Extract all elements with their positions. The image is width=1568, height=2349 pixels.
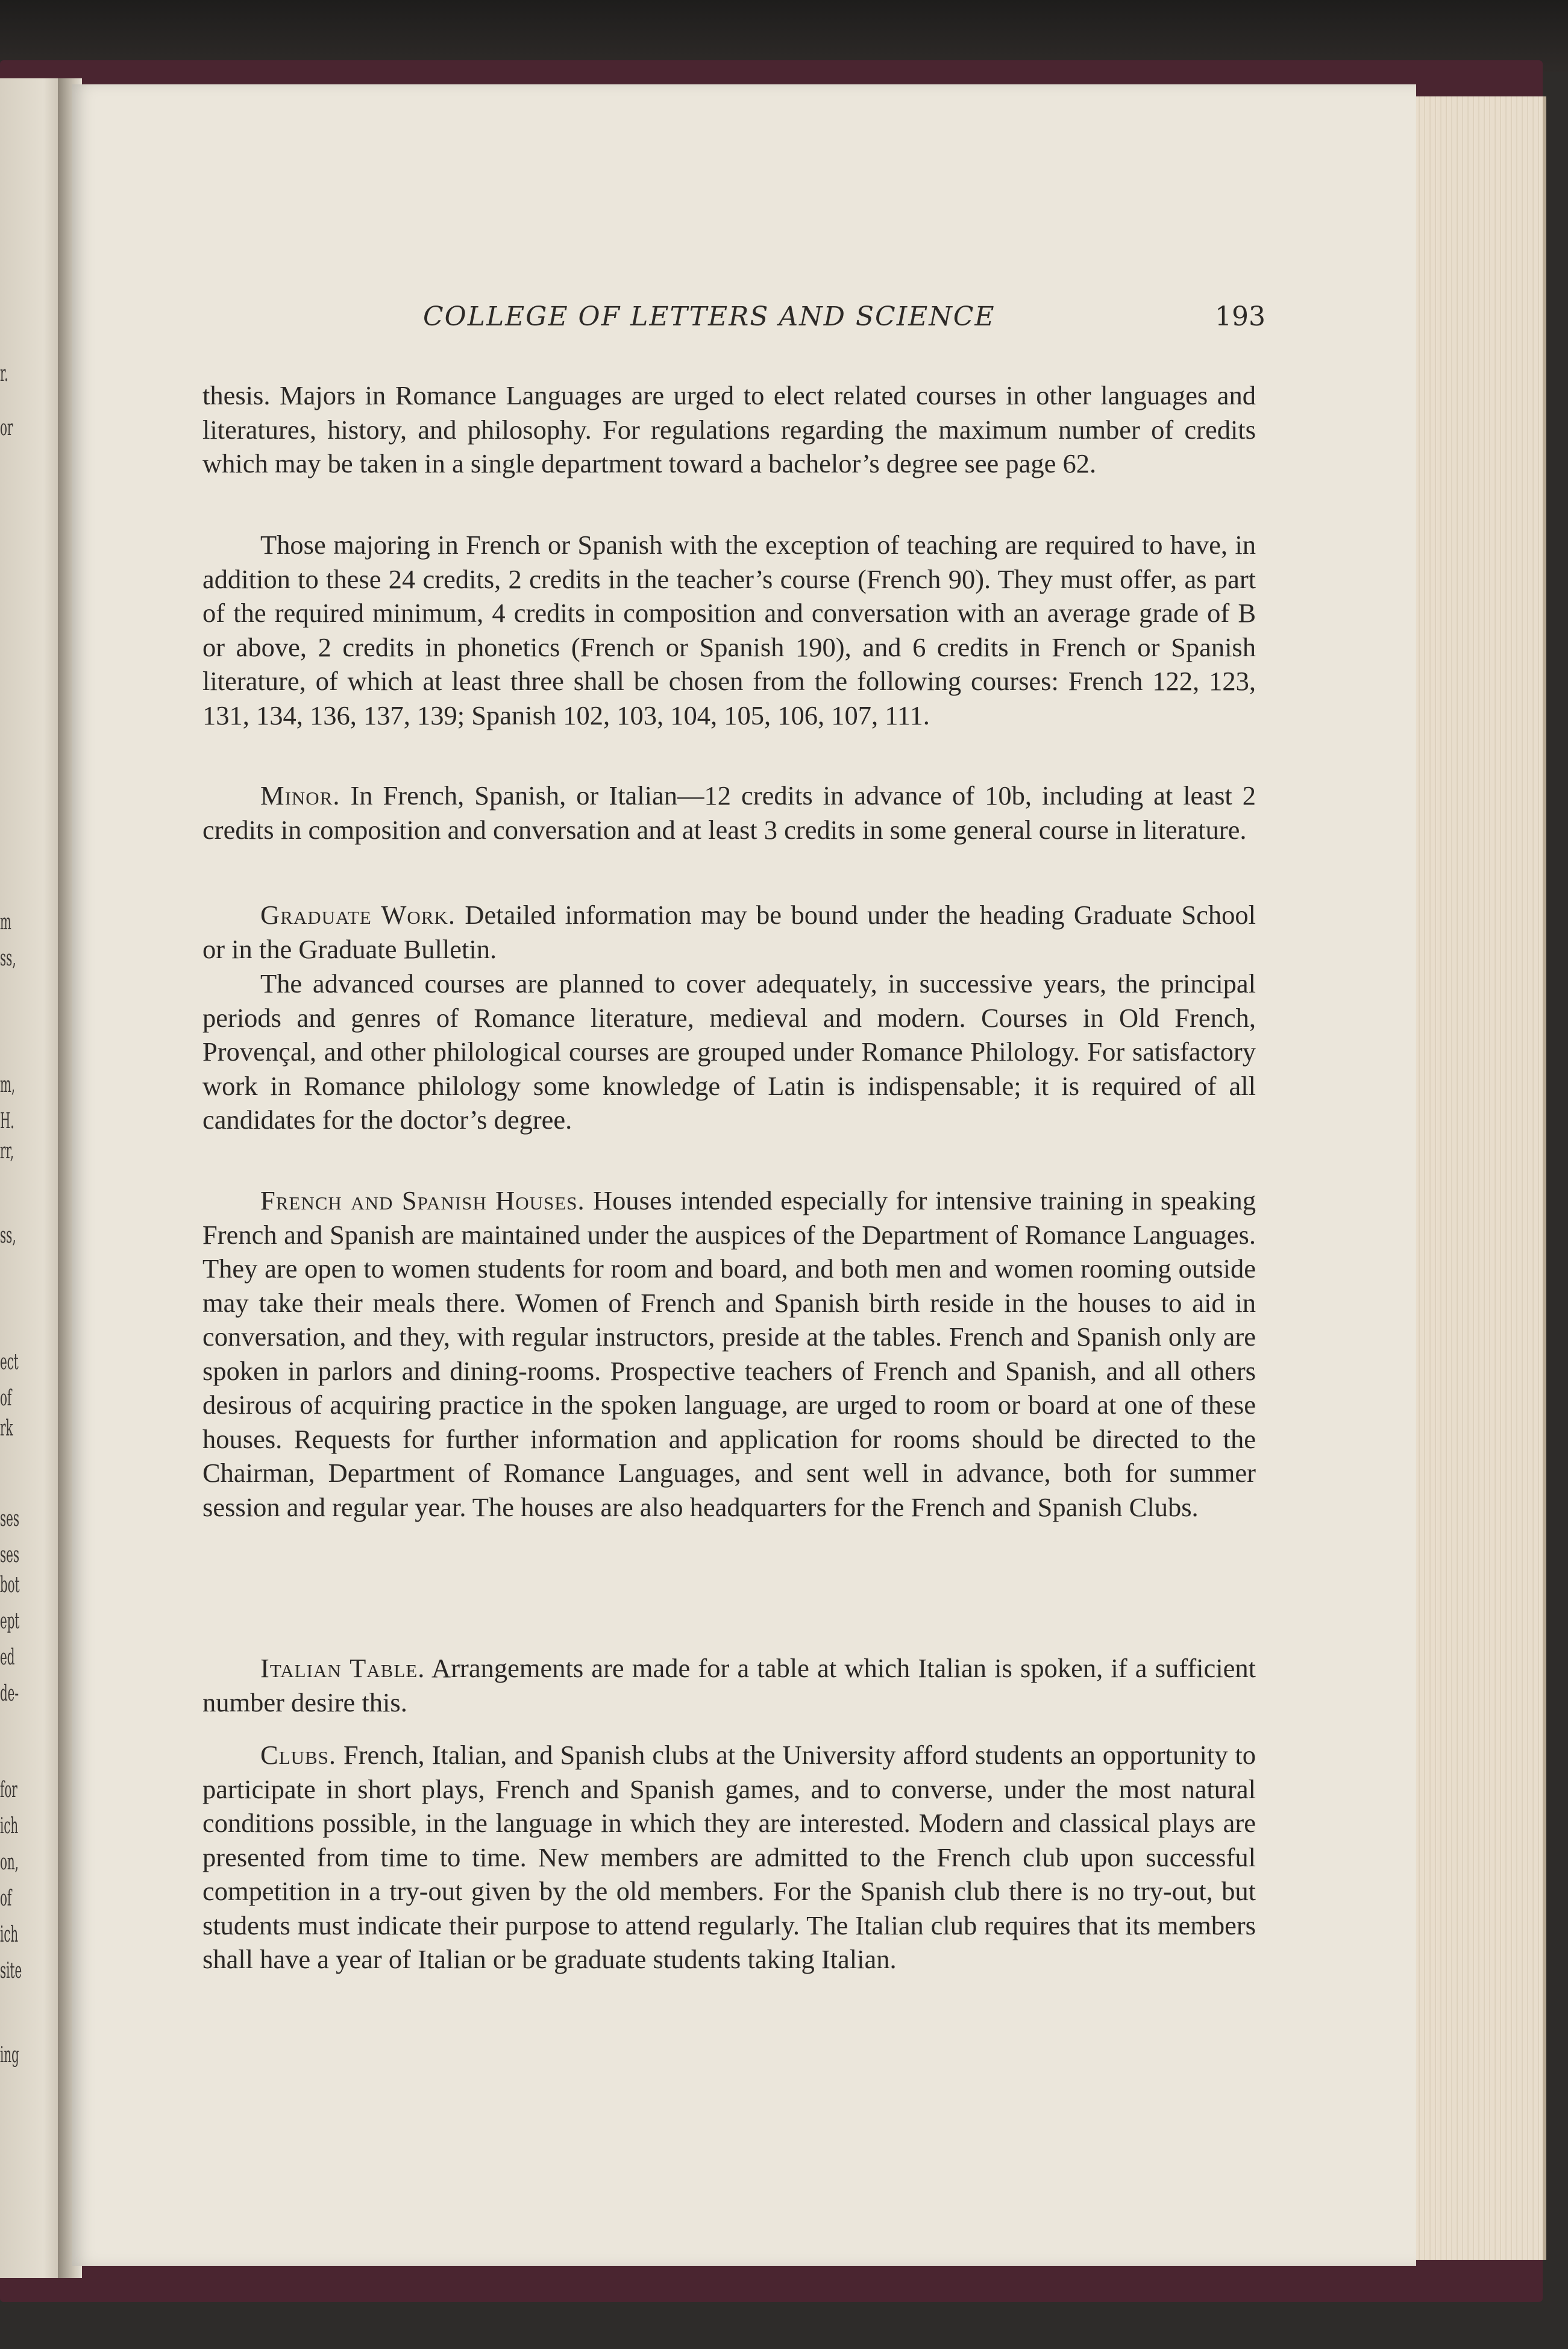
margin-fragment: of <box>0 1886 12 1911</box>
paragraph-heading: Graduate Work. <box>260 900 456 930</box>
margin-fragment: ect <box>0 1350 19 1375</box>
margin-fragment: rr, <box>0 1139 14 1164</box>
margin-fragment: of <box>0 1386 12 1411</box>
margin-fragment: or <box>0 416 13 441</box>
margin-fragment: site <box>0 1959 22 1983</box>
paragraph-text: Arrangements are made for a table at which Italian is spoken, if a sufficient number desire this. <box>202 1653 1256 1717</box>
paragraph-heading: Clubs. <box>260 1740 337 1770</box>
margin-fragment: ss, <box>0 946 16 971</box>
paragraph-clubs <box>202 1738 1256 1977</box>
paragraph-text: In French, Spanish, or Italian—12 credits in advance of 10b, including at least 2 credits in composition and conversation and at least 3 credits in some general course in literature. <box>202 780 1256 845</box>
margin-fragment: on, <box>0 1850 19 1875</box>
margin-fragment: ich <box>0 1814 19 1839</box>
paragraph-text: Houses intended especially for intensive training in speaking French and Spanish are maintained under the auspices of the Department of Romance Languages. They are open to women students for room and board, and both men and women rooming outside may take their meals there. Women of French and Spanish birth reside in the houses to aid in conversation, and they, with regular instructors, preside at the tables. French and Spanish only are spoken in parlors and dining-rooms. Prospective teachers of French and Spanish, and all others desirous of acquiring practice in the spoken language, are urged to room or board at one of these houses. Requests for further information and application for rooms should be directed to the Chairman, Department of Romance Languages, and sent well in advance, both for summer session and regular year. The houses are also headquarters for the French and Spanish Clubs. <box>202 1185 1256 1522</box>
paragraph-thesis <box>202 378 1256 481</box>
margin-fragment: ed <box>0 1645 15 1670</box>
margin-fragment: for <box>0 1778 17 1802</box>
paragraph-italian-table <box>202 1651 1256 1719</box>
margin-fragment: ept <box>0 1609 20 1634</box>
paragraph-text: French, Italian, and Spanish clubs at the University afford students an opportunity to participate in short plays, French and Spanish games, and to converse, under the most natural conditions possible, in the language in which they are interested. Modern and classical plays are presented from time to time. New members are admitted to the French club upon successful competition in a try-out given by the old members. For the Spanish club there is no try-out, but students must indicate their purpose to attend regularly. The Italian club requires that its members shall have a year of Italian or be graduate students taking Italian. <box>202 1740 1256 1974</box>
margin-fragment: ses <box>0 1543 20 1567</box>
paragraph-text: The advanced courses are planned to cover adequately, in successive years, the principal periods and genres of Romance literature, medieval and modern. Courses in Old French, Provençal, and other philological courses are grouped under Romance Philology. For satisfactory work in Romance philology some knowledge of Latin is indispensable; it is required of all candidates for the doctor’s degree. <box>202 968 1256 1135</box>
running-head: COLLEGE OF LETTERS AND SCIENCE <box>423 301 996 332</box>
margin-fragment: de- <box>0 1681 19 1706</box>
paragraph-houses <box>202 1184 1256 1524</box>
paragraph-advanced-courses <box>202 967 1256 1137</box>
margin-fragment: bot <box>0 1573 20 1598</box>
paragraph-majors-requirements <box>202 528 1256 732</box>
paragraph-heading: Italian Table. <box>260 1653 425 1683</box>
margin-fragment: H. <box>0 1109 14 1134</box>
margin-fragment: rk <box>0 1416 13 1441</box>
margin-fragment: ing <box>0 2043 19 2068</box>
margin-fragment: ich <box>0 1922 19 1947</box>
margin-fragment: ss, <box>0 1223 16 1248</box>
page-stack-edge <box>1404 96 1546 2260</box>
paragraph-text: Detailed information may be bound under the heading Graduate School or in the Graduate Bulletin. <box>202 900 1256 964</box>
paragraph-text: Those majoring in French or Spanish with the exception of teaching are required to have, in addition to these 24 credits, 2 credits in the teacher’s course (French 90). They must offer, as part of the required minimum, 4 credits in composition and conversation with an average grade of B or above, 2 credits in phonetics (French or Spanish 190), and 6 credits in French or Spanish literature, of which at least three shall be chosen from the following courses: French 122, 123, 131, 134, 136, 137, 139; Spanish 102, 103, 104, 105, 106, 107, 111. <box>202 530 1256 730</box>
margin-fragment: r. <box>0 362 8 386</box>
paragraph-graduate-work <box>202 898 1256 966</box>
margin-fragment: ses <box>0 1507 20 1531</box>
paragraph-text: thesis. Majors in Romance Languages are urged to elect related courses in other languages and literatures, history, and philosophy. For regulations regarding the maximum number of credits which may be taken in a single department toward a bachelor’s degree see page 62. <box>202 380 1256 478</box>
paragraph-heading: French and Spanish Houses. <box>260 1185 585 1215</box>
paragraph-minor <box>202 779 1256 847</box>
paragraph-heading: Minor. <box>260 780 340 811</box>
margin-fragment: m <box>0 910 11 935</box>
margin-fragment: m, <box>0 1073 16 1097</box>
page-number: 193 <box>1215 301 1265 332</box>
